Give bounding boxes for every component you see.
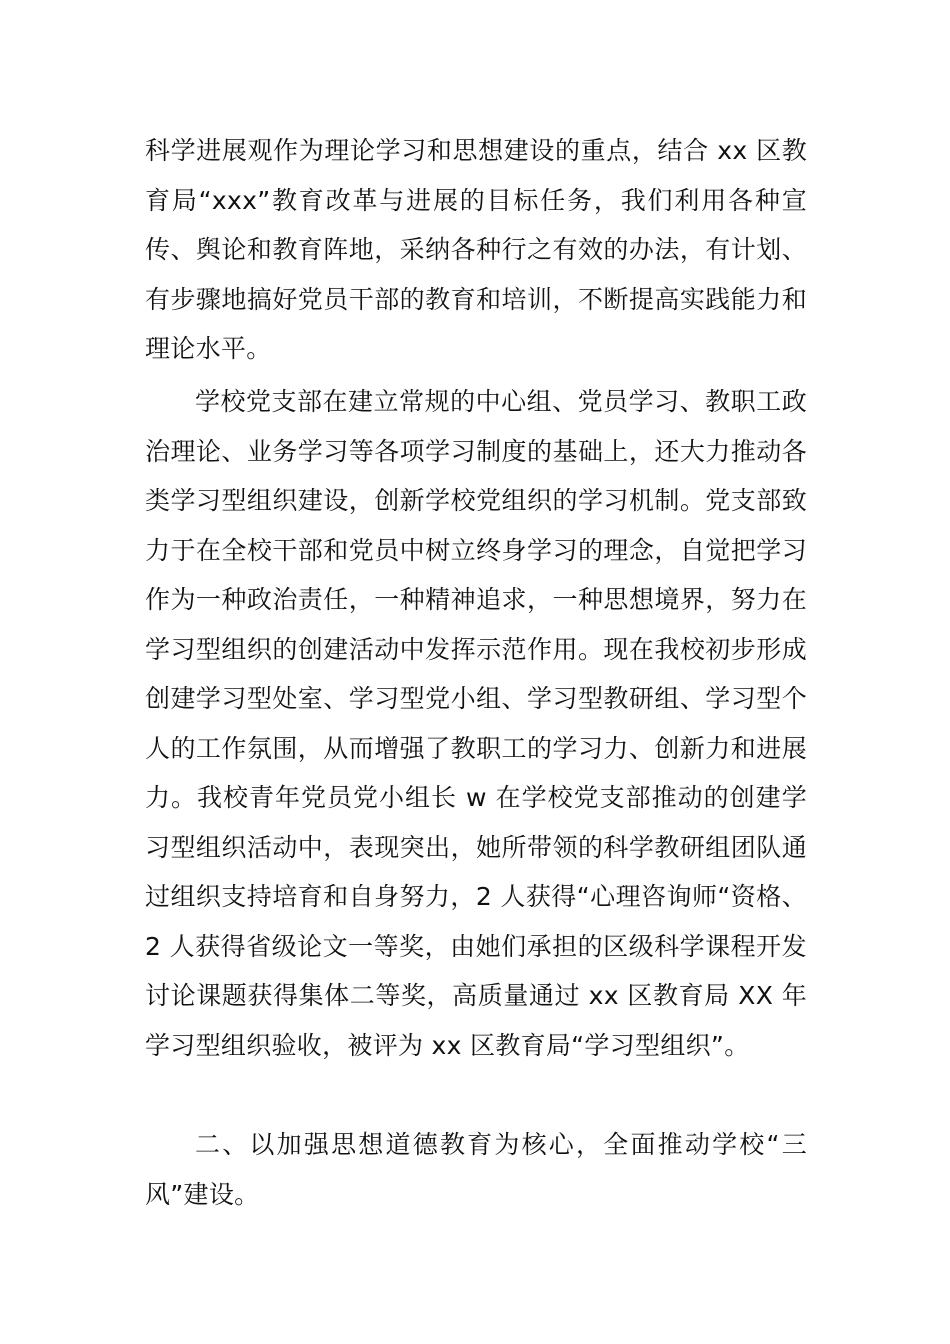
section-heading-paragraph: 二、以加强思想道德教育为核心，全面推动学校“三风”建设。 — [145, 1130, 807, 1209]
body-paragraph: 学校党支部在建立常规的中心组、党员学习、教职工政治理论、业务学习等各项学习制度的基础上，还大力推动各类学习型组织建设，创新学校党组织的学习机制。党支部致力于在全校干部和党员中树立终身学习的理念，自觉把学习作为一种政治责任，一种精神追求，一种思想境界，努力在学习型组织的创建活动中发挥示范作用。现在我校初步形成创建学习型处室、学习型党小组、学习型教研组、学习型个人的工作氛围，从而增强了教职工的学习力、创新力和进展力。我校青年党员党小组长 w 在学校党支部推动的创建学习型组织活动中，表现突出，她所带领的科学教研组团队通过组织支持培育和自身努力，2 人获得“心理咨询师“资格、2 人获得省级论文一等奖，由她们承担的区级科学课程开发讨论课题获得集体二等奖，高质量通过 xx 区教育局 XX 年学习型组织验收，被评为 xx 区教育局“学习型组织”。 — [145, 387, 807, 1060]
body-paragraph-continuation: 科学进展观作为理论学习和思想建设的重点，结合 xx 区教育局“xxx”教育改革与进展的目标任务，我们利用各种宣传、舆论和教育阵地，采纳各种行之有效的办法，有计划、有步骤地搞好党员干部的教育和培训，不断提高实践能力和理论水平。 — [145, 136, 807, 363]
